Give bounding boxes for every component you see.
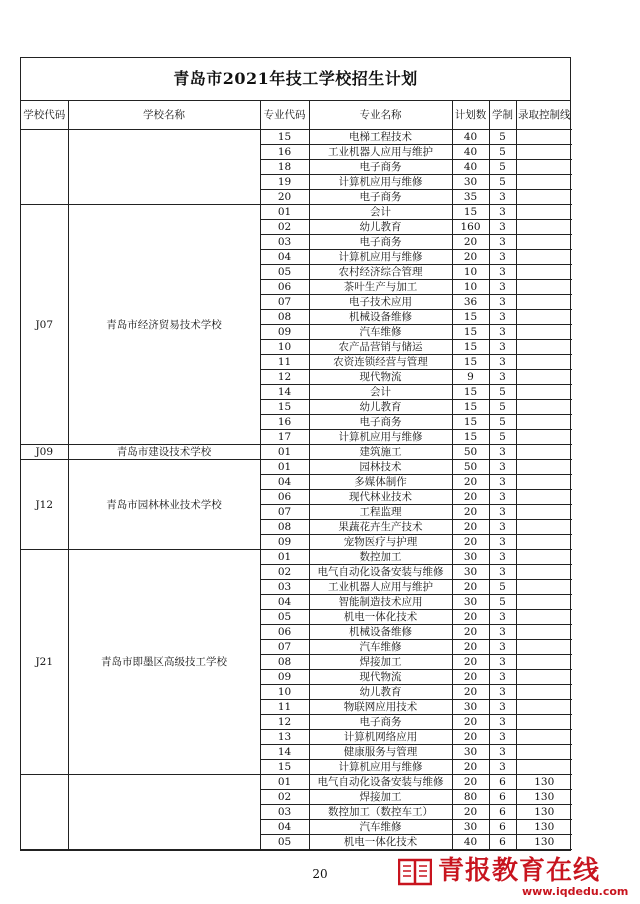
cutoff-cell	[516, 565, 572, 580]
plan-count-cell: 15	[452, 385, 489, 400]
major-name-cell: 物联网应用技术	[309, 700, 452, 715]
duration-cell: 3	[489, 355, 516, 370]
plan-count-cell: 160	[452, 220, 489, 235]
duration-cell: 3	[489, 310, 516, 325]
major-code-cell: 02	[260, 220, 309, 235]
major-code-cell: 12	[260, 715, 309, 730]
plan-count-cell: 40	[452, 145, 489, 160]
major-name-cell: 计算机应用与维修	[309, 430, 452, 445]
plan-count-cell: 36	[452, 295, 489, 310]
plan-count-cell: 20	[452, 625, 489, 640]
cutoff-cell	[516, 685, 572, 700]
major-name-cell: 多媒体制作	[309, 475, 452, 490]
duration-cell: 3	[489, 655, 516, 670]
cutoff-cell	[516, 655, 572, 670]
header-school-code: 学校代码	[21, 101, 68, 130]
plan-count-cell: 20	[452, 685, 489, 700]
duration-cell: 6	[489, 775, 516, 790]
major-name-cell: 电子商务	[309, 715, 452, 730]
major-code-cell: 01	[260, 775, 309, 790]
major-name-cell: 计算机应用与维修	[309, 760, 452, 775]
duration-cell: 3	[489, 250, 516, 265]
cutoff-cell	[516, 130, 572, 145]
major-code-cell: 03	[260, 580, 309, 595]
major-code-cell: 09	[260, 535, 309, 550]
header-duration: 学制	[489, 101, 516, 130]
watermark-url: www.iqdedu.com	[522, 885, 629, 898]
plan-count-cell: 20	[452, 580, 489, 595]
duration-cell: 6	[489, 820, 516, 835]
major-code-cell: 11	[260, 355, 309, 370]
major-name-cell: 机械设备维修	[309, 310, 452, 325]
cutoff-cell	[516, 175, 572, 190]
major-code-cell: 04	[260, 250, 309, 265]
plan-count-cell: 20	[452, 535, 489, 550]
plan-count-cell: 15	[452, 340, 489, 355]
table-row	[21, 460, 572, 475]
plan-count-cell: 30	[452, 820, 489, 835]
cutoff-cell	[516, 595, 572, 610]
major-code-cell: 07	[260, 295, 309, 310]
duration-cell: 3	[489, 190, 516, 205]
cutoff-cell	[516, 160, 572, 175]
major-code-cell: 02	[260, 565, 309, 580]
major-name-cell: 数控加工（数控车工）	[309, 805, 452, 820]
plan-count-cell: 40	[452, 835, 489, 850]
cutoff-cell	[516, 670, 572, 685]
duration-cell: 5	[489, 175, 516, 190]
school-name-cell	[68, 775, 260, 850]
major-code-cell: 05	[260, 835, 309, 850]
header-major-name: 专业名称	[309, 101, 452, 130]
duration-cell: 5	[489, 145, 516, 160]
major-name-cell: 电气自动化设备安装与维修	[309, 775, 452, 790]
school-name-cell: 青岛市即墨区高级技工学校	[68, 550, 260, 775]
school-name-cell	[68, 130, 260, 205]
cutoff-cell: 130	[516, 805, 572, 820]
cutoff-cell	[516, 250, 572, 265]
watermark-logo	[398, 855, 634, 899]
plan-count-cell: 30	[452, 565, 489, 580]
duration-cell: 3	[489, 220, 516, 235]
duration-cell: 5	[489, 595, 516, 610]
major-name-cell: 汽车维修	[309, 325, 452, 340]
plan-count-cell: 9	[452, 370, 489, 385]
plan-count-cell: 10	[452, 265, 489, 280]
plan-count-cell: 20	[452, 775, 489, 790]
major-name-cell: 数控加工	[309, 550, 452, 565]
duration-cell: 3	[489, 370, 516, 385]
major-name-cell: 农村经济综合管理	[309, 265, 452, 280]
plan-count-cell: 35	[452, 190, 489, 205]
plan-count-cell: 20	[452, 655, 489, 670]
school-code-cell: J12	[21, 460, 68, 550]
major-code-cell: 07	[260, 505, 309, 520]
cutoff-cell	[516, 430, 572, 445]
major-code-cell: 06	[260, 490, 309, 505]
duration-cell: 3	[489, 670, 516, 685]
cutoff-cell	[516, 355, 572, 370]
plan-count-cell: 20	[452, 640, 489, 655]
plan-count-cell: 30	[452, 550, 489, 565]
table-row	[21, 550, 572, 565]
cutoff-cell	[516, 505, 572, 520]
major-name-cell: 电子商务	[309, 415, 452, 430]
cutoff-cell: 130	[516, 835, 572, 850]
header-major-code: 专业代码	[260, 101, 309, 130]
major-name-cell: 电子商务	[309, 160, 452, 175]
major-name-cell: 健康服务与管理	[309, 745, 452, 760]
page-number: 20	[312, 867, 328, 881]
cutoff-cell	[516, 520, 572, 535]
duration-cell: 3	[489, 280, 516, 295]
cutoff-cell: 130	[516, 775, 572, 790]
major-name-cell: 果蔬花卉生产技术	[309, 520, 452, 535]
major-code-cell: 14	[260, 745, 309, 760]
major-code-cell: 20	[260, 190, 309, 205]
duration-cell: 3	[489, 505, 516, 520]
plan-count-cell: 15	[452, 205, 489, 220]
duration-cell: 3	[489, 625, 516, 640]
duration-cell: 5	[489, 430, 516, 445]
plan-count-cell: 80	[452, 790, 489, 805]
table-row	[21, 130, 572, 145]
duration-cell: 3	[489, 730, 516, 745]
duration-cell: 6	[489, 790, 516, 805]
major-name-cell: 机电一体化技术	[309, 610, 452, 625]
cutoff-cell	[516, 745, 572, 760]
school-code-cell	[21, 775, 68, 850]
cutoff-cell	[516, 475, 572, 490]
major-code-cell: 08	[260, 655, 309, 670]
major-code-cell: 10	[260, 340, 309, 355]
duration-cell: 3	[489, 610, 516, 625]
cutoff-cell: 130	[516, 820, 572, 835]
major-name-cell: 茶叶生产与加工	[309, 280, 452, 295]
major-name-cell: 焊接加工	[309, 790, 452, 805]
major-code-cell: 06	[260, 625, 309, 640]
major-code-cell: 05	[260, 265, 309, 280]
cutoff-cell	[516, 640, 572, 655]
duration-cell: 3	[489, 490, 516, 505]
major-name-cell: 幼儿教育	[309, 220, 452, 235]
duration-cell: 3	[489, 475, 516, 490]
cutoff-cell	[516, 370, 572, 385]
major-name-cell: 幼儿教育	[309, 685, 452, 700]
enrollment-plan-sheet	[20, 57, 571, 851]
cutoff-cell	[516, 295, 572, 310]
cutoff-cell	[516, 415, 572, 430]
table-row	[21, 775, 572, 790]
plan-count-cell: 30	[452, 595, 489, 610]
duration-cell: 6	[489, 835, 516, 850]
cutoff-cell	[516, 625, 572, 640]
major-code-cell: 06	[260, 280, 309, 295]
duration-cell: 5	[489, 160, 516, 175]
plan-count-cell: 15	[452, 355, 489, 370]
major-name-cell: 会计	[309, 385, 452, 400]
major-name-cell: 现代林业技术	[309, 490, 452, 505]
duration-cell: 3	[489, 715, 516, 730]
major-name-cell: 计算机应用与维修	[309, 175, 452, 190]
major-code-cell: 01	[260, 445, 309, 460]
duration-cell: 3	[489, 325, 516, 340]
school-name-cell: 青岛市园林林业技术学校	[68, 460, 260, 550]
duration-cell: 3	[489, 685, 516, 700]
major-code-cell: 09	[260, 325, 309, 340]
school-code-cell: J21	[21, 550, 68, 775]
plan-count-cell: 20	[452, 520, 489, 535]
major-code-cell: 05	[260, 610, 309, 625]
major-name-cell: 幼儿教育	[309, 400, 452, 415]
major-name-cell: 智能制造技术应用	[309, 595, 452, 610]
plan-count-cell: 20	[452, 730, 489, 745]
major-code-cell: 10	[260, 685, 309, 700]
major-code-cell: 13	[260, 730, 309, 745]
plan-count-cell: 20	[452, 760, 489, 775]
major-name-cell: 机电一体化技术	[309, 835, 452, 850]
plan-count-cell: 30	[452, 700, 489, 715]
major-name-cell: 焊接加工	[309, 655, 452, 670]
cutoff-cell	[516, 700, 572, 715]
cutoff-cell	[516, 445, 572, 460]
duration-cell: 3	[489, 445, 516, 460]
major-code-cell: 19	[260, 175, 309, 190]
open-book-icon	[398, 857, 432, 887]
cutoff-cell	[516, 580, 572, 595]
duration-cell: 3	[489, 235, 516, 250]
header-row	[21, 101, 572, 130]
major-code-cell: 17	[260, 430, 309, 445]
plan-count-cell: 50	[452, 460, 489, 475]
major-code-cell: 18	[260, 160, 309, 175]
major-code-cell: 04	[260, 475, 309, 490]
cutoff-cell	[516, 340, 572, 355]
major-name-cell: 汽车维修	[309, 640, 452, 655]
duration-cell: 3	[489, 640, 516, 655]
school-code-cell	[21, 130, 68, 205]
header-cutoff: 录取控制线	[516, 101, 572, 130]
cutoff-cell	[516, 205, 572, 220]
major-code-cell: 11	[260, 700, 309, 715]
header-plan-count: 计划数	[452, 101, 489, 130]
duration-cell: 3	[489, 565, 516, 580]
plan-count-cell: 15	[452, 310, 489, 325]
cutoff-cell	[516, 610, 572, 625]
major-name-cell: 电子技术应用	[309, 295, 452, 310]
plan-count-cell: 15	[452, 415, 489, 430]
major-code-cell: 03	[260, 235, 309, 250]
cutoff-cell	[516, 760, 572, 775]
duration-cell: 5	[489, 385, 516, 400]
major-code-cell: 16	[260, 415, 309, 430]
plan-count-cell: 15	[452, 430, 489, 445]
plan-count-cell: 20	[452, 805, 489, 820]
duration-cell: 3	[489, 460, 516, 475]
major-name-cell: 电气自动化设备安装与维修	[309, 565, 452, 580]
cutoff-cell	[516, 265, 572, 280]
major-code-cell: 12	[260, 370, 309, 385]
plan-count-cell: 30	[452, 745, 489, 760]
major-code-cell: 09	[260, 670, 309, 685]
duration-cell: 3	[489, 550, 516, 565]
table-body	[21, 130, 572, 850]
major-name-cell: 宠物医疗与护理	[309, 535, 452, 550]
enrollment-table	[21, 101, 572, 850]
cutoff-cell	[516, 310, 572, 325]
plan-count-cell: 20	[452, 610, 489, 625]
cutoff-cell	[516, 535, 572, 550]
cutoff-cell	[516, 400, 572, 415]
duration-cell: 5	[489, 580, 516, 595]
major-name-cell: 电梯工程技术	[309, 130, 452, 145]
duration-cell: 3	[489, 265, 516, 280]
plan-count-cell: 20	[452, 715, 489, 730]
major-name-cell: 园林技术	[309, 460, 452, 475]
duration-cell: 3	[489, 700, 516, 715]
duration-cell: 3	[489, 535, 516, 550]
duration-cell: 5	[489, 130, 516, 145]
school-code-cell: J07	[21, 205, 68, 445]
duration-cell: 3	[489, 745, 516, 760]
cutoff-cell	[516, 715, 572, 730]
table-title: 青岛市2021年技工学校招生计划	[21, 58, 570, 101]
major-code-cell: 04	[260, 595, 309, 610]
duration-cell: 3	[489, 205, 516, 220]
cutoff-cell	[516, 730, 572, 745]
school-name-cell: 青岛市建设技术学校	[68, 445, 260, 460]
major-name-cell: 现代物流	[309, 670, 452, 685]
plan-count-cell: 20	[452, 235, 489, 250]
plan-count-cell: 40	[452, 130, 489, 145]
major-name-cell: 电子商务	[309, 235, 452, 250]
school-code-cell: J09	[21, 445, 68, 460]
major-code-cell: 08	[260, 310, 309, 325]
cutoff-cell: 130	[516, 790, 572, 805]
cutoff-cell	[516, 235, 572, 250]
major-name-cell: 计算机应用与维修	[309, 250, 452, 265]
major-code-cell: 15	[260, 400, 309, 415]
major-code-cell: 15	[260, 130, 309, 145]
plan-count-cell: 40	[452, 160, 489, 175]
major-code-cell: 14	[260, 385, 309, 400]
table-row	[21, 205, 572, 220]
duration-cell: 5	[489, 400, 516, 415]
major-code-cell: 01	[260, 550, 309, 565]
plan-count-cell: 20	[452, 475, 489, 490]
plan-count-cell: 20	[452, 505, 489, 520]
cutoff-cell	[516, 145, 572, 160]
plan-count-cell: 50	[452, 445, 489, 460]
table-row	[21, 445, 572, 460]
plan-count-cell: 20	[452, 490, 489, 505]
major-name-cell: 工程监理	[309, 505, 452, 520]
major-code-cell: 01	[260, 205, 309, 220]
plan-count-cell: 20	[452, 250, 489, 265]
major-code-cell: 04	[260, 820, 309, 835]
watermark-brand: 青报教育在线	[438, 856, 601, 886]
plan-count-cell: 20	[452, 670, 489, 685]
major-name-cell: 工业机器人应用与维护	[309, 145, 452, 160]
major-name-cell: 农资连锁经营与管理	[309, 355, 452, 370]
major-name-cell: 电子商务	[309, 190, 452, 205]
duration-cell: 5	[489, 415, 516, 430]
major-code-cell: 07	[260, 640, 309, 655]
cutoff-cell	[516, 490, 572, 505]
cutoff-cell	[516, 385, 572, 400]
plan-count-cell: 15	[452, 400, 489, 415]
major-code-cell: 02	[260, 790, 309, 805]
cutoff-cell	[516, 550, 572, 565]
major-name-cell: 会计	[309, 205, 452, 220]
duration-cell: 3	[489, 340, 516, 355]
plan-count-cell: 10	[452, 280, 489, 295]
major-name-cell: 机械设备维修	[309, 625, 452, 640]
plan-count-cell: 15	[452, 325, 489, 340]
major-name-cell: 计算机网络应用	[309, 730, 452, 745]
school-name-cell: 青岛市经济贸易技术学校	[68, 205, 260, 445]
major-name-cell: 建筑施工	[309, 445, 452, 460]
major-code-cell: 16	[260, 145, 309, 160]
header-school-name: 学校名称	[68, 101, 260, 130]
cutoff-cell	[516, 190, 572, 205]
major-code-cell: 15	[260, 760, 309, 775]
cutoff-cell	[516, 460, 572, 475]
duration-cell: 3	[489, 520, 516, 535]
major-name-cell: 农产品营销与储运	[309, 340, 452, 355]
major-name-cell: 现代物流	[309, 370, 452, 385]
duration-cell: 6	[489, 805, 516, 820]
major-code-cell: 08	[260, 520, 309, 535]
cutoff-cell	[516, 325, 572, 340]
major-code-cell: 01	[260, 460, 309, 475]
duration-cell: 3	[489, 295, 516, 310]
major-name-cell: 汽车维修	[309, 820, 452, 835]
plan-count-cell: 30	[452, 175, 489, 190]
cutoff-cell	[516, 280, 572, 295]
cutoff-cell	[516, 220, 572, 235]
major-code-cell: 03	[260, 805, 309, 820]
duration-cell: 3	[489, 760, 516, 775]
major-name-cell: 工业机器人应用与维护	[309, 580, 452, 595]
